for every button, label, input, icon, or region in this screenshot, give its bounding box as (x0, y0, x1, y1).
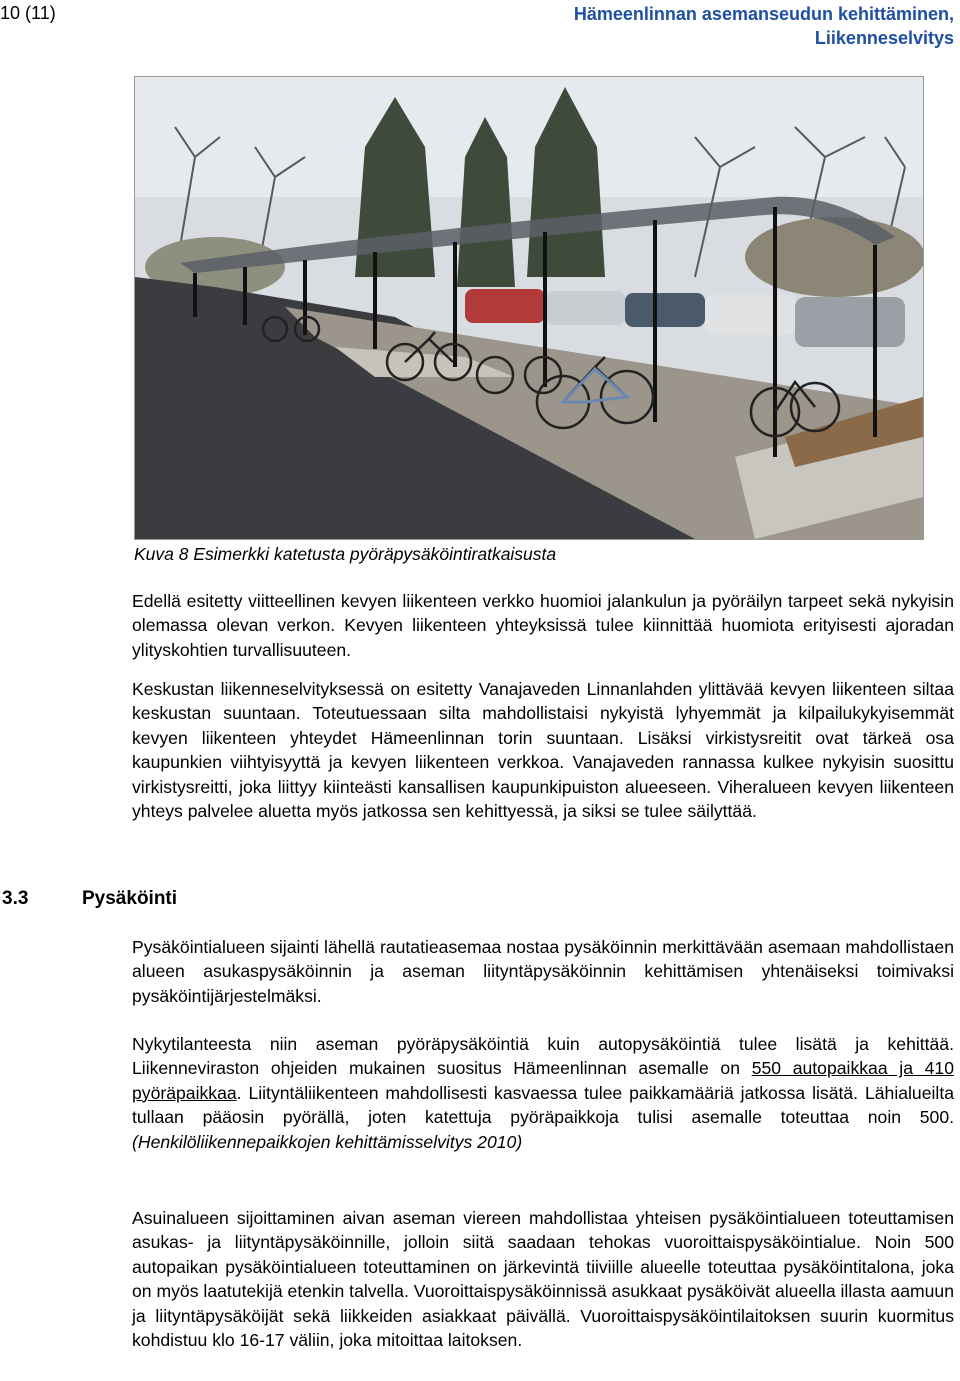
document-title-line2: Liikenneselvitys (814, 28, 954, 48)
page-number: 10 (11) (0, 3, 56, 23)
document-title (574, 2, 954, 50)
bicycle-shelter-photo (134, 76, 924, 540)
document-title-line1: Hämeenlinnan asemanseudun kehittäminen, (573, 4, 954, 24)
section-title: Pysäköinti (82, 888, 178, 909)
section-heading (2, 887, 177, 911)
section-paragraph-3: Asuinalueen sijoittaminen aivan aseman viereen mahdollistaa yhteisen pysäköintialueen toteuttamisen asukas- ja liityntäpysäköinnille, jolloin siitä saadaan tehokas vuoroittaispysäköintialue. Noin 500 autopaikan pysäköintialueen toteuttaminen on järkevintä tiiviille alueelle toteuttaa pysäköintitalona, joka on myös laatutekijä etenkin talvella. Vuoroittaispysäköinnissä asukkaat pysäköivät alueella illasta aamuun ja liityntäpysäköijät sekä liikkeiden asiakkaat päivällä. Vuoroittaispysäköintilaitoksen suurin kuormitus kohdistuu klo 16-17 väliin, joka mitoittaa laitoksen. (132, 1208, 954, 1351)
p2-text-1: Nykytilanteesta niin aseman pyöräpysäköintiä kuin autopysäköintiä tulee lisätä ja kehittää. Liikenneviraston ohjeiden mukainen suositus Hämeenlinnan asemalle on (132, 1034, 954, 1079)
paragraph-2: Keskustan liikenneselvityksessä on esitetty Vanajaveden Linnanlahden ylittävää kevyen liikenteen siltaa keskustan suuntaan. Toteutuessaan silta mahdollistaisi nykyistä lyhyemmät ja kilpailukykyisemmät kevyen liikenteen yhteydet Hämeenlinnan torin suuntaan. Lisäksi virkistysreitit ovat tärkeä osa kaupunkien viihtyisyyttä ja kevyen liikenteen verkkoa. Vanajaveden rannassa kulkee nykyisin suosittu virkistysreitti, joka liittyy kiinteästi kansallisen kaupunkipuiston alueeseen. Viheralueen kevyen liikenteen yhteys palvelee aluetta myös jatkossa sen kehittyessä, ja siksi se tulee säilyttää. (132, 679, 954, 822)
section-paragraph-2 (132, 1032, 954, 1154)
p2-text-2: . Liityntäliikenteen mahdollisesti kasvaessa tulee paikkamääriä jatkossa lisätä. Lähialueilta tullaan pääosin pyörällä, joten katettuja pyöräpaikkoja tulisi asemalle toteuttaa noin 500. (132, 1082, 954, 1128)
paragraph-1: Edellä esitetty viitteellinen kevyen liikenteen verkko huomioi jalankulun ja pyöräilyn tarpeet sekä nykyisin olemassa olevan verkon. Kevyen liikenteen yhteyksissä tulee kiinnittää huomiota erityisesti ajoradan ylityskohtien turvallisuuteen. (132, 591, 954, 660)
recommended-parking-counts: 550 autopaikkaa ja 410 pyöräpaikkaa (132, 1058, 955, 1103)
source-reference: (Henkilöliikennepaikkojen kehittämisselvitys 2010) (132, 1131, 523, 1152)
section-number: 3.3 (2, 888, 29, 909)
figure-caption: Kuva 8 Esimerkki katetusta pyöräpysäköintiratkaisusta (134, 544, 557, 564)
section-paragraph-1: Pysäköintialueen sijainti lähellä rautatieasemaa nostaa pysäköinnin merkittävään asemaan mahdollistaen alueen asukaspysäköinnin ja aseman liityntäpysäköinnin kehittämisen yhtenäiseksi toimivaksi pysäköintijärjestelmäksi. (132, 937, 954, 1006)
